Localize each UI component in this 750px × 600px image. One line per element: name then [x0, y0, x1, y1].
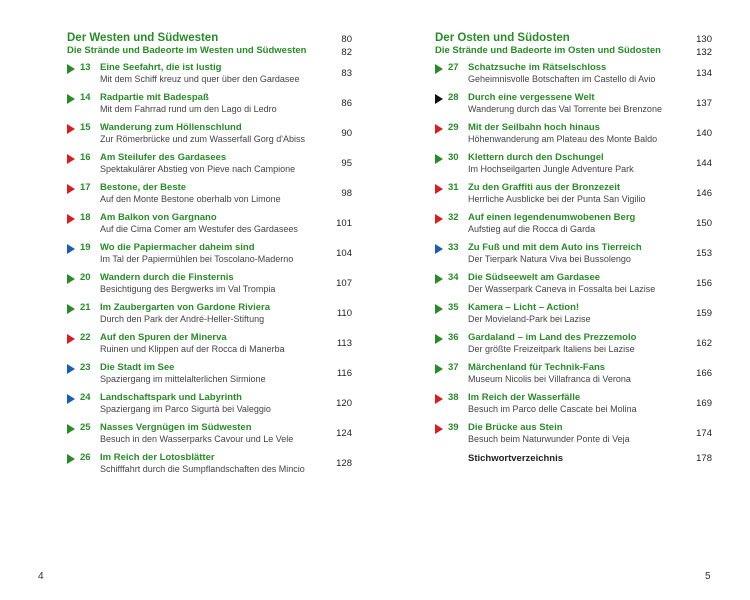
toc-entry [435, 212, 712, 238]
toc-entry [67, 92, 352, 118]
toc-entry [435, 122, 712, 148]
toc-entry [435, 152, 712, 178]
entry-page: 95 [341, 158, 352, 169]
entry-subtitle: Durch den Park der André-Heller-Stiftung [100, 314, 265, 324]
entry-subtitle: Besuch beim Naturwunder Ponte di Veja [468, 434, 630, 444]
entry-title: Wandern durch die Finsternis [100, 272, 234, 283]
entry-number: 34 [448, 272, 459, 283]
section-subtitle-page: 82 [341, 47, 352, 58]
entry-subtitle: Museum Nicolis bei Villafranca di Verona [468, 374, 631, 384]
entry-title: Zu den Graffiti aus der Bronzezeit [468, 182, 621, 193]
entry-number: 36 [448, 332, 459, 343]
toc-entry [67, 152, 352, 178]
entry-subtitle: Ruinen und Klippen auf der Rocca di Manerba [100, 344, 285, 354]
entry-page: 83 [341, 68, 352, 79]
entry-page: 134 [696, 68, 712, 79]
entry-number: 29 [448, 122, 459, 133]
triangle-marker-icon [435, 274, 443, 284]
triangle-marker-icon [435, 214, 443, 224]
entry-number: 15 [80, 122, 91, 133]
entry-number: 13 [80, 62, 91, 73]
entry-page: 98 [341, 188, 352, 199]
triangle-marker-icon [435, 424, 443, 434]
entry-page: 156 [696, 278, 712, 289]
triangle-marker-icon [435, 394, 443, 404]
triangle-marker-icon [67, 304, 75, 314]
entry-page: 150 [696, 218, 712, 229]
entry-subtitle: Der Movieland-Park bei Lazise [468, 314, 591, 324]
entry-page: 169 [696, 398, 712, 409]
entry-title: Radpartie mit Badespaß [100, 92, 209, 103]
triangle-marker-icon [435, 124, 443, 134]
page-number-right: 5 [705, 571, 711, 582]
index-title: Stichwortverzeichnis [468, 453, 564, 464]
triangle-marker-icon [67, 214, 75, 224]
triangle-marker-icon [435, 334, 443, 344]
entry-number: 16 [80, 152, 91, 163]
entry-subtitle: Im Tal der Papiermühlen bei Toscolano-Maderno [100, 254, 294, 264]
triangle-marker-icon [435, 154, 443, 164]
entry-page: 124 [336, 428, 352, 439]
entry-number: 28 [448, 92, 459, 103]
section-subtitle: Die Strände und Badeorte im Osten und Südosten [435, 45, 661, 56]
entry-number: 18 [80, 212, 91, 223]
toc-entry [435, 272, 712, 298]
triangle-marker-icon [67, 64, 75, 74]
entry-number: 14 [80, 92, 91, 103]
entry-page: 159 [696, 308, 712, 319]
triangle-marker-icon [67, 334, 75, 344]
entry-title: Zu Fuß und mit dem Auto ins Tierreich [468, 242, 642, 253]
entry-title: Am Steilufer des Gardasees [100, 152, 227, 163]
toc-entry [435, 422, 712, 448]
entry-page: 162 [696, 338, 712, 349]
triangle-marker-icon [435, 244, 443, 254]
entry-title: Gardaland – im Land des Prezzemolo [468, 332, 637, 343]
entry-page: 104 [336, 248, 352, 259]
triangle-marker-icon [435, 94, 443, 104]
toc-entry [67, 422, 352, 448]
entry-title: Mit der Seilbahn hoch hinaus [468, 122, 600, 133]
entry-page: 140 [696, 128, 712, 139]
entry-title: Die Brücke aus Stein [468, 422, 563, 433]
section-title: Der Westen und Südwesten [67, 32, 219, 44]
entry-title: Klettern durch den Dschungel [468, 152, 604, 163]
entry-number: 17 [80, 182, 91, 193]
entry-subtitle: Höhenwanderung am Plateau des Monte Baldo [468, 134, 658, 144]
entry-subtitle: Im Hochseilgarten Jungle Adventure Park [468, 164, 634, 174]
toc-entry [435, 62, 712, 88]
entry-subtitle: Spaziergang im Parco Sigurtà bei Valeggio [100, 404, 271, 414]
triangle-marker-icon [435, 364, 443, 374]
entry-number: 35 [448, 302, 459, 313]
entry-number: 32 [448, 212, 459, 223]
entry-number: 33 [448, 242, 459, 253]
entry-page: 153 [696, 248, 712, 259]
triangle-marker-icon [67, 94, 75, 104]
entry-page: 101 [336, 218, 352, 229]
entry-title: Wanderung zum Höllenschlund [100, 122, 242, 133]
entry-number: 27 [448, 62, 459, 73]
entry-title: Im Reich der Wasserfälle [468, 392, 581, 403]
toc-entry [67, 362, 352, 388]
triangle-marker-icon [67, 364, 75, 374]
entry-page: 86 [341, 98, 352, 109]
entry-subtitle: Auf den Monte Bestone oberhalb von Limone [100, 194, 281, 204]
triangle-marker-icon [67, 424, 75, 434]
entry-subtitle: Der größte Freizeitpark Italiens bei Lazise [468, 344, 635, 354]
toc-entry [435, 242, 712, 268]
entry-subtitle: Zur Römerbrücke und zum Wasserfall Gorg d'Abiss [100, 134, 305, 144]
entry-page: 174 [696, 428, 712, 439]
section-title: Der Osten und Südosten [435, 32, 570, 44]
toc-entry [67, 182, 352, 208]
entry-title: Kamera – Licht – Action! [468, 302, 580, 313]
entry-subtitle: Spektakulärer Abstieg von Pieve nach Campione [100, 164, 296, 174]
entry-number: 39 [448, 422, 459, 433]
entry-subtitle: Mit dem Fahrrad rund um den Lago di Ledro [100, 104, 277, 114]
toc-entry [435, 392, 712, 418]
toc-entry [67, 392, 352, 418]
entry-number: 20 [80, 272, 91, 283]
entry-number: 24 [80, 392, 91, 403]
entry-subtitle: Geheimnisvolle Botschaften im Castello di Avio [468, 74, 656, 84]
toc-entry [67, 212, 352, 238]
entry-page: 110 [336, 308, 352, 319]
triangle-marker-icon [67, 394, 75, 404]
entry-number: 38 [448, 392, 459, 403]
triangle-marker-icon [435, 64, 443, 74]
triangle-marker-icon [67, 454, 75, 464]
entry-number: 19 [80, 242, 91, 253]
toc-entry [67, 122, 352, 148]
section-header-east [435, 32, 712, 56]
entry-number: 21 [80, 302, 91, 313]
entry-subtitle: Spaziergang im mittelalterlichen Sirmione [100, 374, 266, 384]
section-subtitle: Die Strände und Badeorte im Westen und Südwesten [67, 45, 307, 56]
toc-entry [67, 332, 352, 358]
entry-subtitle: Besichtigung des Bergwerks im Val Trompia [100, 284, 276, 294]
entry-title: Märchenland für Technik-Fans [468, 362, 606, 373]
triangle-marker-icon [67, 154, 75, 164]
entry-number: 30 [448, 152, 459, 163]
section-subtitle-page: 132 [696, 47, 712, 58]
toc-entry [435, 332, 712, 358]
entry-page: 144 [696, 158, 712, 169]
toc-entry [67, 62, 352, 88]
entry-title: Schatzsuche im Rätselschloss [468, 62, 607, 73]
entry-page: 128 [336, 458, 352, 469]
entry-page: 120 [336, 398, 352, 409]
toc-entry [67, 272, 352, 298]
entry-number: 31 [448, 182, 459, 193]
triangle-marker-icon [67, 184, 75, 194]
toc-entry [435, 302, 712, 328]
entry-title: Im Reich der Lotosblätter [100, 452, 215, 463]
entry-title: Am Balkon von Gargnano [100, 212, 217, 223]
entry-title: Im Zaubergarten von Gardone Riviera [100, 302, 270, 313]
entry-subtitle: Besuch im Parco delle Cascate bei Molina [468, 404, 637, 414]
entry-number: 37 [448, 362, 459, 373]
entry-page: 146 [696, 188, 712, 199]
entry-title: Landschaftspark und Labyrinth [100, 392, 242, 403]
toc-entry [435, 92, 712, 118]
triangle-marker-icon [435, 304, 443, 314]
entry-page: 116 [336, 368, 352, 379]
triangle-marker-icon [67, 244, 75, 254]
entry-title: Die Stadt im See [100, 362, 175, 373]
section-header-west [67, 32, 352, 56]
entry-subtitle: Aufstieg auf die Rocca di Garda [468, 224, 596, 234]
triangle-marker-icon [67, 274, 75, 284]
entry-page: 166 [696, 368, 712, 379]
entry-page: 113 [336, 338, 352, 349]
toc-entry [435, 362, 712, 388]
toc-entry [67, 452, 352, 478]
entry-page: 137 [696, 98, 712, 109]
toc-entry [67, 302, 352, 328]
triangle-marker-icon [435, 184, 443, 194]
entry-subtitle: Herrliche Ausblicke bei der Punta San Vigilio [468, 194, 646, 204]
section-title-page: 80 [341, 34, 352, 45]
entry-subtitle: Der Wasserpark Caneva in Fossalta bei Lazise [468, 284, 656, 294]
entry-subtitle: Auf die Cima Comer am Westufer des Gardasees [100, 224, 298, 234]
entry-subtitle: Wanderung durch das Val Torrente bei Brenzone [468, 104, 662, 114]
entry-subtitle: Schifffahrt durch die Sumpflandschaften des Mincio [100, 464, 305, 474]
entry-title: Auf einen legendenumwobenen Berg [468, 212, 636, 223]
entry-number: 22 [80, 332, 91, 343]
entry-subtitle: Der Tierpark Natura Viva bei Bussolengo [468, 254, 631, 264]
section-title-page: 130 [696, 34, 712, 45]
entry-title: Durch eine vergessene Welt [468, 92, 595, 103]
toc-entry [67, 242, 352, 268]
entry-number: 26 [80, 452, 91, 463]
entry-title: Eine Seefahrt, die ist lustig [100, 62, 222, 73]
entry-title: Nasses Vergnügen im Südwesten [100, 422, 252, 433]
entry-title: Bestone, der Beste [100, 182, 187, 193]
entry-title: Auf den Spuren der Minerva [100, 332, 227, 343]
entry-title: Die Südseewelt am Gardasee [468, 272, 601, 283]
toc-entry [435, 182, 712, 208]
entry-page: 107 [336, 278, 352, 289]
entry-number: 23 [80, 362, 91, 373]
triangle-marker-icon [67, 124, 75, 134]
entry-page: 90 [341, 128, 352, 139]
entry-title: Wo die Papiermacher daheim sind [100, 242, 255, 253]
index-page: 178 [696, 453, 712, 464]
entry-subtitle: Besuch in den Wasserparks Cavour und Le Vele [100, 434, 294, 444]
entry-number: 25 [80, 422, 91, 433]
entry-subtitle: Mit dem Schiff kreuz und quer über den Gardasee [100, 74, 300, 84]
page-number-left: 4 [38, 571, 44, 582]
